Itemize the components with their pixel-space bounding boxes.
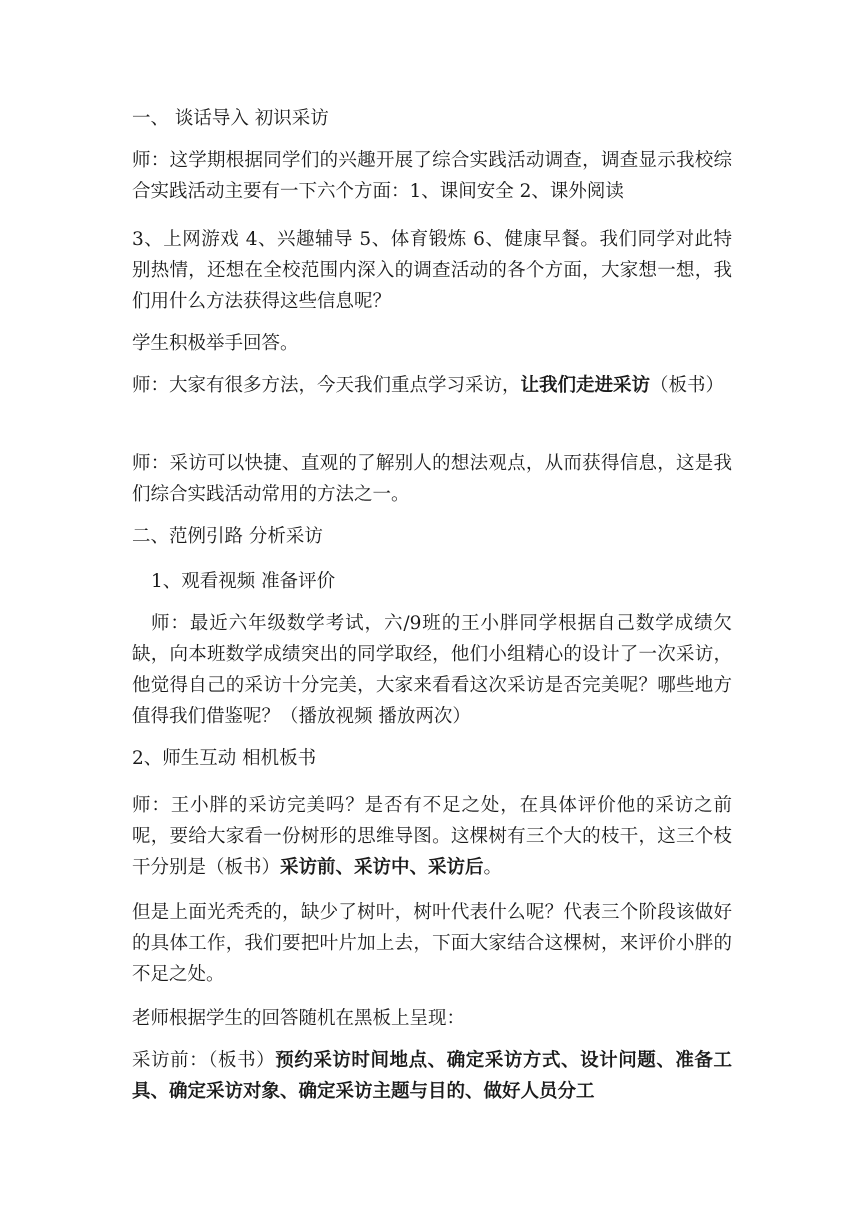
methods-board-note: （板书）: [650, 375, 725, 396]
methods-bold-text: 让我们走进采访: [520, 375, 651, 396]
paragraph-methods: [132, 370, 732, 401]
paragraph-interview-purpose: 师：采访可以快捷、直观的了解别人的想法观点，从而获得信息，这是我们综合实践活动常用的方法之一。: [132, 453, 732, 505]
before-interview-bold-text: 预约采访时间地点、确定采访方式、设计问题、准备工具、确定采访对象、确定采访主题与目的、做好人员分工: [132, 1050, 732, 1102]
paragraph-before-interview: [132, 1045, 732, 1107]
mind-map-text: 师：王小胖的采访完美吗？是否有不足之处，在具体评价他的采访之前呢，要给大家看一份树形的思维导图。这棵树有三个大的枝干，这三个枝干分别是（板书）: [132, 795, 732, 878]
paragraph-mind-map: [132, 790, 732, 883]
paragraph-tree-leaves: 但是上面光秃秃的，缺少了树叶，树叶代表什么呢？代表三个阶段该做好的具体工作，我们要把叶片加上去，下面大家结合这棵树，来评价小胖的不足之处。: [132, 902, 732, 985]
paragraph-student-answer: 学生积极举手回答。: [132, 333, 299, 354]
heading-section-1: 一、 谈话导入 初识采访: [132, 108, 329, 129]
paragraph-video-case: 师：最近六年级数学考试，六/9班的王小胖同学根据自己数学成绩欠缺，向本班数学成绩突出的同学取经，他们小组精心的设计了一次采访，他觉得自己的采访十分完美，大家来看看这次采访是否完美呢？哪些地方值得我们借鉴呢？（播放视频 播放两次）: [132, 613, 732, 727]
mind-map-bold-text: 采访前、采访中、采访后: [280, 857, 484, 878]
before-interview-label: 采访前：（板书）: [132, 1050, 276, 1071]
methods-text: 师：大家有很多方法，今天我们重点学习采访，: [132, 375, 521, 396]
heading-subsection-2: 2、师生互动 相机板书: [132, 748, 317, 769]
paragraph-teacher-board: 老师根据学生的回答随机在黑板上呈现：: [132, 1008, 466, 1029]
heading-section-2: 二、范例引路 分析采访: [132, 526, 323, 547]
paragraph-survey-topics: 3、上网游戏 4、兴趣辅导 5、体育锻炼 6、健康早餐。我们同学对此特别热情，还想在全校范围内深入的调查活动的各个方面，大家想一想，我们用什么方法获得这些信息呢？: [132, 229, 732, 312]
mind-map-period: 。: [483, 857, 503, 878]
paragraph-survey-intro: 师：这学期根据同学们的兴趣开展了综合实践活动调查，调查显示我校综合实践活动主要有一下六个方面：1、课间安全 2、课外阅读: [132, 150, 732, 202]
heading-subsection-1: 1、观看视频 准备评价: [151, 571, 336, 592]
